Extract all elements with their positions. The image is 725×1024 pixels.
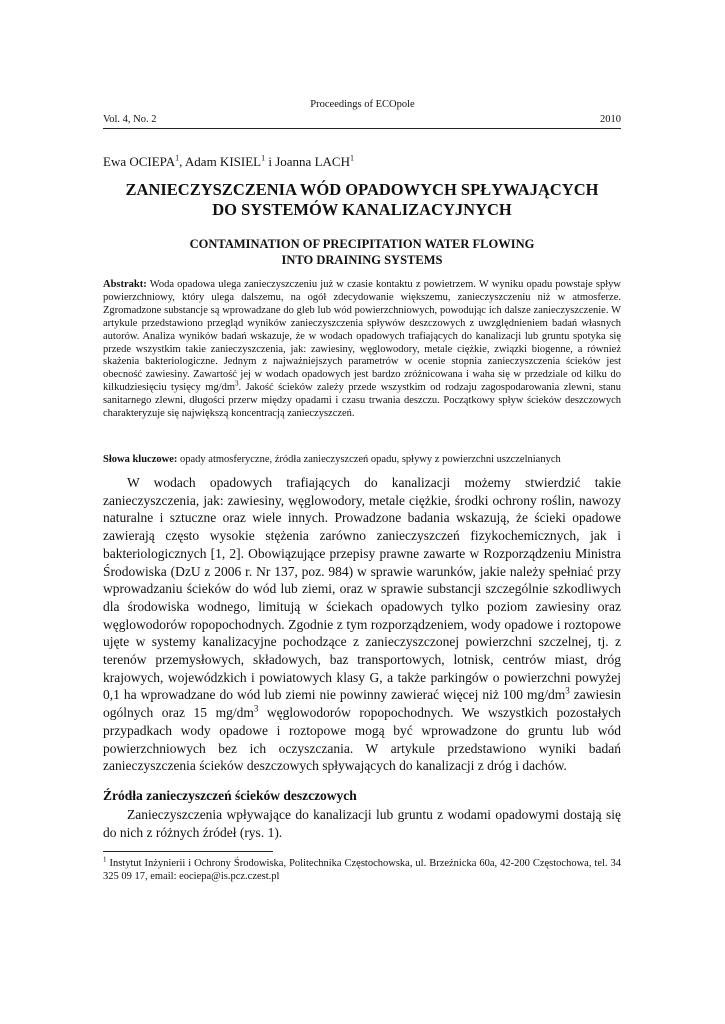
paragraph [103,474,621,775]
section-heading: Źródła zanieczyszczeń ścieków deszczowych [103,788,357,803]
superscript: 3 [565,685,570,696]
title-line: CONTAMINATION OF PRECIPITATION WATER FLOWING [189,237,535,251]
author-list [103,154,354,170]
paragraph-text: węglowodorów ropopochodnych. We wszystkich pozostałych przypadkach wody opadowe i roztopowe mogą być wprowadzone do gruntu lub wód powierzchniowych bez ich oczyszczania. W artykule przedstawiono wyniki badań zanieczyszczenia ścieków deszczowych spływających do kanalizacji z dróg i dachów. [103,705,621,774]
superscript: 3 [235,379,239,388]
paper-title-english [103,236,621,268]
author-name: Adam KISIEL [184,154,262,169]
abstract-text: . Jakość ścieków zależy przede wszystkim od rodzaju zagospodarowania zlewni, stanu sanitarnego zlewni, długości przerw między opadami i czasu trwania deszczu. Początkowy spływ ścieków deszczowych charakteryzuje się największą koncentracją zanieczyszczeń. [103,382,621,420]
author-separator: , [179,154,185,169]
paragraph: Zanieczyszczenia wpływające do kanalizacji lub gruntu z wodami opadowymi dostają się do nich z różnych źródeł (rys. 1). [103,807,621,840]
keywords-label: Słowa kluczowe: [103,454,178,465]
keywords-text: opady atmosferyczne, źródła zanieczyszczeń opadu, spływy z powierzchni uszczelnianych [177,454,561,465]
abstract-label: Abstrakt: [103,279,147,290]
footnote-rule [103,851,273,852]
paragraph-text: W wodach opadowych trafiających do kanalizacji możemy stwierdzić takie zanieczyszczenia, jak: zawiesiny, węglowodory, metale ciężkie, środki ochrony roślin, nawozy naturalne i sztuczne oraz wiele innych. Prowadzone badania wskazują, że ścieki opadowe zawierają często wysokie stężenia zarówno zanieczyszczeń fizykochemicznych, jak i bakteriologicznych [1, 2]. Obowiązujące przepisy prawne zawarte w Rozporządzeniu Ministra Środowiska (DzU z 2006 r. Nr 137, poz. 984) w sprawie warunków, jakie należy spełniać przy wprowadzaniu ścieków do wód lub ziemi, oraz w sprawie substancji szczególnie szkodliwych dla środowiska wodnego, limitują w ściekach opadowych tylko poziom zawiesiny oraz węglowodorów ropopochodnych. Zgodnie z tym rozporządzeniem, wody opadowe i roztopowe ujęte w systemy kanalizacyjne pochodzące z zanieczyszczonej powierzchni szczelnej, tj. z terenów przemysłowych, składowych, baz transportowych, lotnisk, centrów miast, dróg krajowych, wojewódzkich i powiatowych klasy G, a także parkingów o powierzchni powyżej 0,1 ha wprowadzane do wód lub ziemi nie powinny zawierać więcej niż 100 mg/dm [103,475,621,703]
volume-label: Vol. 4, No. 2 [103,114,157,125]
body-text [103,474,621,775]
year-label: 2010 [600,114,621,125]
issue-info-row [103,114,621,125]
affiliation-mark: 1 [349,153,354,163]
footnote [103,857,621,883]
title-line: INTO DRAINING SYSTEMS [281,253,443,267]
section-body [103,806,621,842]
abstract-text: Woda opadowa ulega zanieczyszczeniu już w czasie kontaktu z powietrzem. W wyniku opadu powstaje spływ powierzchniowy, który ulega dalszemu, na ogół zdecydowanie większemu, zanieczyszczeniu niż w atmosferze. Zgromadzone substancje są wprowadzane do gleb lub wód powierzchniowych, powodując ich dalsze zanieczyszczenie. W artykule przedstawiono przegląd wyników zanieczyszczenia spływów deszczowych z uwzględnieniem badań własnych autorów. Analiza wyników badań wskazuje, że w wodach opadowych trafiających do kanalizacji lub gruntu spotyka się przede wszystkim takie zanieczyszczenia, jak: zawiesiny, węglowodory, metale ciężkie, związki biogenne, a również skażenia bakteriologiczne. Jednym z najważniejszych parametrów w ocenie stopnia zanieczyszczenia ścieków jest obecność zawiesiny. Zawartość jej w wodach opadowych jest bardzo zróżnicowana i waha się w przedziale od kilku do kilkudziesięciu tysięcy mg/dm [103,279,621,394]
author-name: Joanna LACH [275,154,350,169]
keywords [103,453,621,466]
paragraph-text: zawiesin ogólnych oraz 15 mg/dm [103,687,621,721]
author-name: Ewa OCIEPA [103,154,176,169]
affiliation-mark: 1 [175,153,180,163]
footnote-mark: 1 [103,855,107,864]
paper-title-polish [103,180,621,220]
title-line: DO SYSTEMÓW KANALIZACYJNYCH [212,200,512,219]
abstract [103,279,621,421]
superscript: 3 [253,703,259,714]
affiliation-mark: 1 [261,153,266,163]
title-line: ZANIECZYSZCZENIA WÓD OPADOWYCH SPŁYWAJĄCYCH [125,180,599,199]
running-head: Proceedings of ECOpole [310,99,415,110]
footnote-text: Instytut Inżynierii i Ochrony Środowiska, Politechnika Częstochowska, ul. Brzeźnicka 60a, 42-200 Częstochowa, tel. 34 325 09 17, email: eociepa@is.pcz.czest.pl [103,858,621,882]
header-rule [103,128,621,129]
author-separator: i [265,154,276,169]
